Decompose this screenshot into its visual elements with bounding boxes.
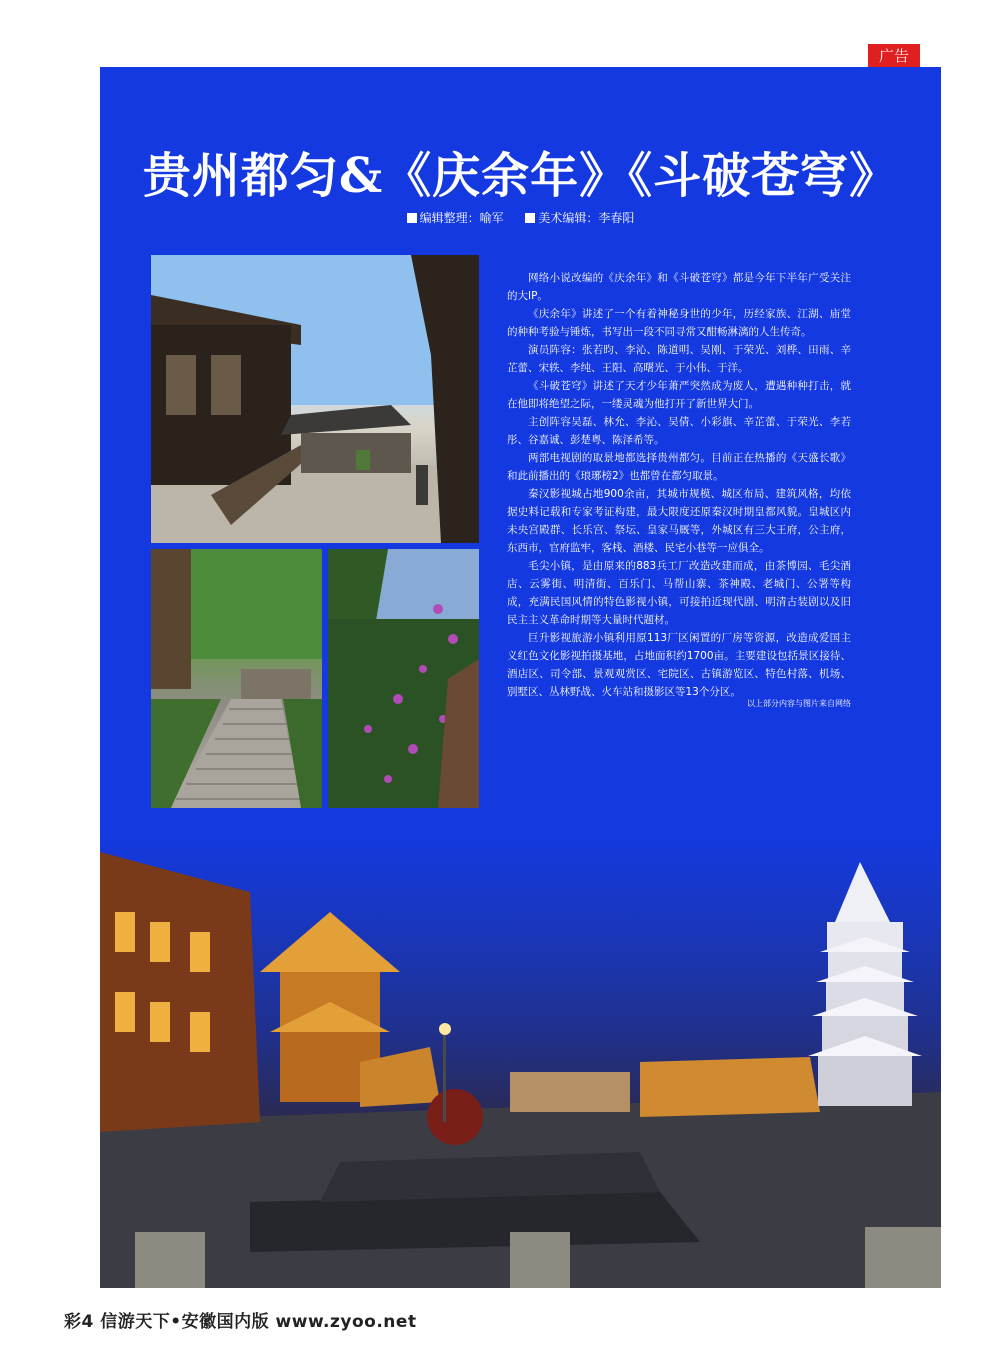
photo-ancient-hall [151, 255, 479, 543]
paragraph: 巨升影视旅游小镇利用原113厂区闲置的厂房等资源，改造成爱国主义红色文化影视拍摄基地，占地面积约1700亩。主要建设包括景区接待、酒店区、司令部、景观观赏区、宅院区、古镇游览区、特色村落、机场、别墅区、丛林野战、火车站和摄影区等13个分区。 [507, 632, 851, 698]
brand-name: The World TRAVELER [458, 1336, 563, 1347]
square-bullet-icon [407, 213, 417, 223]
paragraph: 两部电视剧的取景地都选择贵州都匀。目前正在热播的《天盛长歌》和此前播出的《琅琊榜2》也都曾在都匀取景。 [507, 452, 851, 482]
paragraph: 主创阵容吴磊、林允、李沁、吴倩、小彩旗、辛芷蕾、于荣光、李若彤、谷嘉诚、彭楚粤、陈泽希等。 [507, 416, 851, 446]
ad-tag: 广告 [868, 44, 920, 68]
square-bullet-icon [525, 213, 535, 223]
brand-separator: | [567, 1336, 572, 1347]
article-body [507, 269, 851, 701]
editor-credit: 编辑整理：喻军 [419, 211, 504, 225]
bottom-footer: 彩4 信游天下•安徽国内版 www.zyoo.net [64, 1312, 417, 1332]
photo-stone-stairs [151, 549, 322, 808]
paragraph: 《庆余年》讲述了一个有着神秘身世的少年，历经家族、江湖、庙堂的种种考验与锤炼，书写出一段不同寻常又酣畅淋漓的人生传奇。 [507, 308, 851, 338]
art-editor-credit: 美术编辑：李春阳 [538, 211, 635, 225]
paragraph: 秦汉影视城占地900余亩，其城市规模、城区布局、建筑风格，均依据史料记载和专家考证构建，最大限度还原秦汉时期皇都风貌。皇城区内未央宫殿群、长乐宫、祭坛、皇家马厩等，外城区有三大王府，公主府，东西市，官府监牢，客栈、酒楼、民宅小巷等一应俱全。 [507, 488, 851, 554]
photo-flowers [328, 549, 479, 808]
paragraph: 网络小说改编的《庆余年》和《斗破苍穹》都是今年下半年广受关注的大IP。 [507, 272, 851, 302]
paragraph: 毛尖小镇，是由原来的883兵工厂改造改建而成，由茶博园、毛尖酒店、云雾街、明清街、百乐门、马帮山寨、茶神殿、老城门、公署等构成，充满民国风情的特色影视小镇，可接拍近现代剧、明清古装剧以及旧民主主义革命时期等大量时代题材。 [507, 560, 851, 626]
paragraph: 演员阵容：张若昀、李沁、陈道明、吴刚、于荣光、刘桦、田雨、辛芷蕾、宋轶、李纯、王阳、高曙光、于小伟、于洋。 [507, 344, 851, 374]
source-note: 以上部分内容与图片来自网络 [747, 699, 851, 708]
page-number: 3 [576, 1336, 583, 1347]
article-title: 贵州都匀&《庆余年》《斗破苍穹》 [142, 148, 899, 204]
credits [100, 209, 941, 226]
paragraph: 《斗破苍穹》讲述了天才少年萧严突然成为废人，遭遇种种打击，就在他即将绝望之际，一缕灵魂为他打开了新世界大门。 [507, 380, 851, 410]
